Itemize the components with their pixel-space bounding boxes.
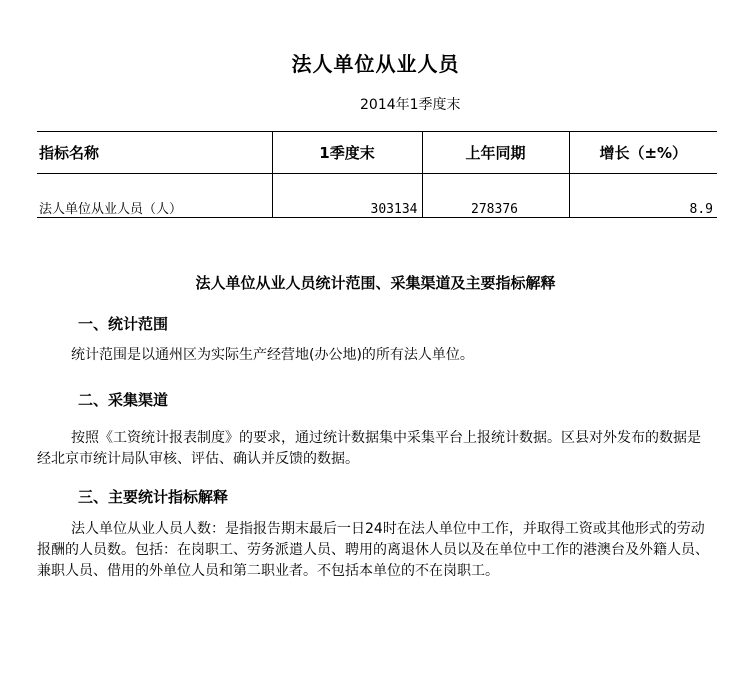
indicator-name-cell: 法人单位从业人员（人） [37,174,272,218]
statistics-table [37,131,717,218]
section-heading-definitions: 三、主要统计指标解释 [78,488,229,506]
quarter-end-value: 303134 [272,174,422,218]
page-title: 法人单位从业人员 [291,52,460,76]
section-text-definitions: 法人单位从业人员人数：是指报告期末最后一日24时在法人单位中工作，并取得工资或其他形式的劳动报酬的人员数。包括：在岗职工、劳务派遣人员、聘用的离退休人员以及在单位中工作的港澳台及外籍人员、兼职人员、借用的外单位人员和第二职业者。不包括本单位的不在岗职工。 [37,521,709,579]
notes-title: 法人单位从业人员统计范围、采集渠道及主要指标解释 [195,274,556,292]
section-heading-scope: 一、统计范围 [78,315,169,333]
table-row [37,174,717,218]
section-text-collection: 按照《工资统计报表制度》的要求，通过统计数据集中采集平台上报统计数据。区县对外发布的数据是经北京市统计局队审核、评估、确认并反馈的数据。 [37,430,701,467]
header-indicator-name: 指标名称 [37,132,272,174]
report-period: 2014年1季度末 [360,97,461,113]
section-heading-collection: 二、采集渠道 [78,391,169,409]
growth-value: 8.9 [569,174,717,218]
section-text-scope: 统计范围是以通州区为实际生产经营地(办公地)的所有法人单位。 [71,347,474,363]
header-same-period-last-year: 上年同期 [422,132,569,174]
last-year-value: 278376 [422,174,569,218]
header-quarter-end: 1季度末 [272,132,422,174]
table-header-row [37,132,717,174]
header-growth: 增长（±%） [569,132,717,174]
